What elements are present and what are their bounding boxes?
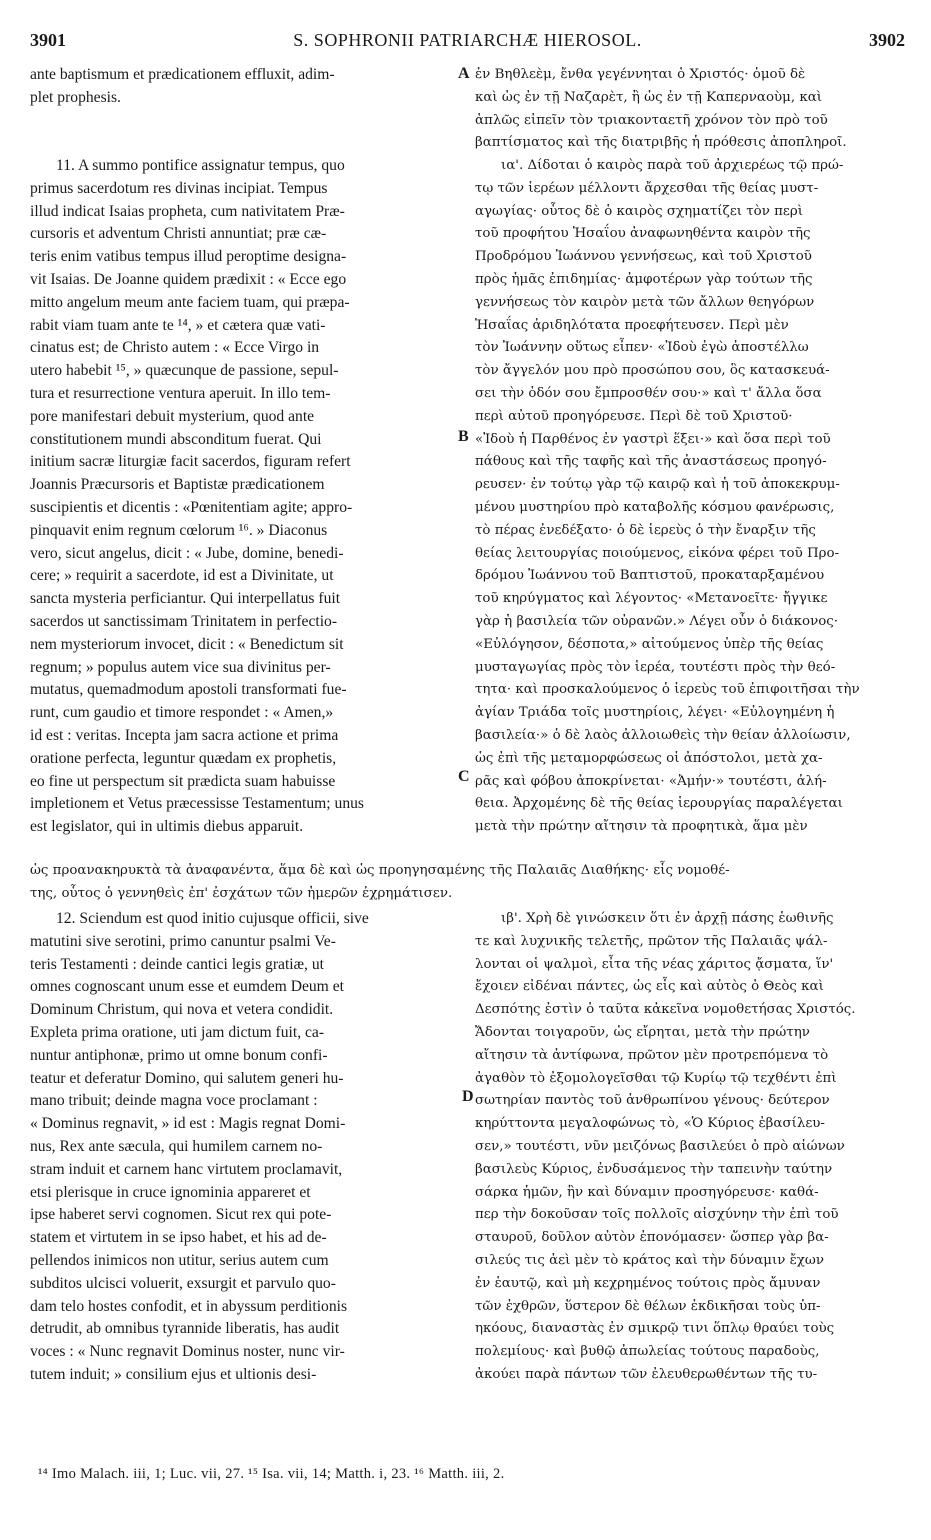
text-line: καὶ ὡς ἐν τῇ Ναζαρὲτ, ἢ ὡς ἐν τῇ Καπερναοὺμ, καὶ <box>475 89 823 105</box>
text-line: ρευσεν· ἐν τούτῳ γὰρ τῷ καιρῷ καὶ ἡ τοῦ ἀποκεκρυμ- <box>475 477 840 493</box>
text-line: ἐν Βηθλεὲμ, ἔνθα γεγέννηται ὁ Χριστός· ὁμοῦ δὲ <box>475 67 806 82</box>
text-line: θείας λειτουργίας ποιούμενος, εἰκόνα φέρει τοῦ Προ- <box>475 545 840 561</box>
text-line: impletionem et Vetus præcessisse Testamentum; unus <box>30 795 364 813</box>
text-line: ἔχοιεν εἰδέναι πάντες, ὡς εἷς καὶ αὐτὸς ὁ Θεὸς καὶ <box>475 979 824 995</box>
text-line: κηρύττοντα μεγαλοφώνως τὸ, «Ὁ Κύριος ἐβασίλευ- <box>475 1116 825 1132</box>
text-line: cinatus est; de Christo autem : « Ecce Virgo in <box>30 339 320 357</box>
text-line: Ἄδονται τοιγαροῦν, ὡς εἴρηται, μετὰ τὴν πρώτην <box>475 1024 810 1040</box>
text-line: της, οὗτος ὁ γεννηθεὶς ἐπ' ἐσχάτων τῶν ἡμερῶν ἐχρημάτισεν. <box>30 885 453 901</box>
text-line: τοῦ προφήτου Ἡσαΐου ἀναφωνηθέντα καιρὸν τῆς <box>475 226 811 242</box>
text-line: αἴτησιν τὰ ἀντίφωνα, πρῶτον μὲν προτρεπόμενα τὸ <box>475 1047 829 1063</box>
text-line: σταυροῦ, δοῦλον αὐτὸν ἐπονόμασεν· ὥσπερ γὰρ βα- <box>475 1230 829 1246</box>
text-line: ἐν ἑαυτῷ, καὶ μὴ κεχρημένος τούτοις πρὸς ἄμυναν <box>475 1275 821 1291</box>
text-line: constitutionem mundi absconditum fuerat. Qui <box>30 430 322 448</box>
text-line: ἀκούει παρὰ πάντων τῶν ἐλευθερωθέντων τῆς τυ- <box>475 1366 818 1382</box>
text-line: initium sacræ liturgiæ facit sacerdos, figuram refert <box>30 453 351 471</box>
text-line: voces : « Nunc regnavit Dominus noster, nunc vir- <box>30 1343 345 1361</box>
text-line: αγωγίας· οὗτος δὲ ὁ καιρὸς σχηματίζει τὸν περὶ <box>475 203 803 219</box>
text-line: Dominum Christum, qui nova et vetera condidit. <box>30 1001 334 1019</box>
text-line: τοῦ κηρύγματος καὶ λέγοντος· «Μετανοεῖτε· ἤγγικε <box>475 591 828 607</box>
text-line: rabit viam tuam ante te ¹⁴, » et cætera quæ vati- <box>30 316 326 334</box>
text-line: σεν,» τουτέστι, νῦν μειζόνως βασιλεύει ὁ πρὸ αἰώνων <box>475 1138 845 1154</box>
text-line: Expleta prima oratione, uti jam dictum fuit, ca- <box>30 1023 325 1041</box>
text-line: cere; » requirit a sacerdote, id est a Divinitate, ut <box>30 567 334 585</box>
text-line: ἁγίαν Τριάδα τοῖς μυστηρίοις, λέγει· «Εὐλογημένη ἡ <box>475 705 835 721</box>
text-line: τὸ πέρας ἐνεδέξατο· ὁ δὲ ἱερεὺς ὁ τὴν ἔναρξιν τῆς <box>475 522 816 538</box>
text-line: teatur et deferatur Domino, qui salutem generi hu- <box>30 1069 344 1087</box>
text-line: subditos ulcisci voluerit, exsurgit et parvulo quo- <box>30 1274 336 1292</box>
text-line: 11. A summo pontifice assignatur tempus, quo <box>56 157 345 174</box>
text-line: δρόμου Ἰωάννου τοῦ Βαπτιστοῦ, προκαταρξαμένου <box>475 568 825 584</box>
text-line: σωτηρίαν παντὸς τοῦ ἀνθρωπίνου γένους· δεύτερον <box>475 1093 830 1109</box>
greek-full-width-lines <box>30 860 905 906</box>
text-line: statem et virtutem in se ipso habet, et his ad de- <box>30 1229 327 1247</box>
text-line: matutini sive serotini, primo canuntur psalmi Ve- <box>30 932 336 950</box>
text-line: ante baptismum et prædicationem effluxit, adim- <box>30 66 335 83</box>
text-line: «Ἰδοὺ ἡ Παρθένος ἐν γαστρὶ ἕξει·» καὶ ὅσα περὶ τοῦ <box>475 431 831 447</box>
text-line: γεννήσεως τὸν καιρὸν μετὰ τῶν ἄλλων θεηγόρων <box>475 294 815 310</box>
text-line: nus, Rex ante sæcula, qui humilem carnem no- <box>30 1137 323 1155</box>
text-line: pinquavit enim regnum cœlorum ¹⁶. » Diaconus <box>30 521 328 539</box>
text-line: sancta mysteria perficiantur. Qui interpellatus fuit <box>30 590 341 608</box>
latin-section-11 <box>30 155 460 839</box>
running-title: S. SOPHRONII PATRIARCHÆ HIEROSOL. <box>293 30 642 50</box>
text-line: teris Testamenti : deinde cantici legis gratiæ, ut <box>30 955 324 973</box>
text-line: Προδρόμου Ἰωάννου γεννήσεως, καὶ τοῦ Χριστοῦ <box>475 249 812 265</box>
text-line: ἁπλῶς εἰπεῖν τὸν τριακονταετῆ χρόνον τὸν πρὸ τοῦ <box>475 112 828 128</box>
text-line: περ τὴν δοκοῦσαν τοῖς πολλοῖς αἰσχύνην τὴν ἐπὶ τοῦ <box>475 1207 839 1223</box>
latin-section-12 <box>30 908 460 1387</box>
greek-column-top <box>475 64 905 155</box>
greek-section-12 <box>475 908 905 1387</box>
text-line: « Dominus regnavit, » id est : Magis regnat Domi- <box>30 1115 346 1133</box>
text-line: μυσταγωγίας πρὸς τὸν ἱερέα, τουτέστι πρὸς τὴν θεό- <box>475 659 836 675</box>
text-line: τῶν ἐχθρῶν, ὕστερον δὲ θέλων ἐκδικῆσαι τοὺς ὑπ- <box>475 1298 821 1314</box>
text-line: cursoris et adventum Christi annuntiat; præ cæ- <box>30 225 327 243</box>
text-line: σιλεύς τις ἀεὶ μὲν τὸ κράτος καὶ τὴν δύναμιν ἔχων <box>475 1252 824 1268</box>
text-line: Joannis Præcursoris et Baptistæ prædicationem <box>30 476 325 494</box>
text-line: mitto angelum meum ante faciem tuam, qui præpa- <box>30 293 350 311</box>
text-line: ια'. Δίδοται ὁ καιρὸς παρὰ τοῦ ἀρχιερέως τῷ πρώ- <box>501 158 844 173</box>
text-line: etsi plerisque in cruce ignominia appareret et <box>30 1183 311 1201</box>
text-line: «Εὐλόγησον, δέσποτα,» αἰτούμενος ὑπὲρ τῆς θείας <box>475 636 824 652</box>
text-line: τῳ τῶν ἱερέων μέλλοντι ἄρχεσθαι τῆς θείας μυστ- <box>475 180 819 196</box>
text-line: τὸν Ἰωάννην οὕτως εἶπεν· «Ἰδοὺ ἐγὼ ἀποστέλλω <box>475 340 809 356</box>
text-line: utero habebit ¹⁵, » quæcunque de passione, sepul- <box>30 362 339 380</box>
text-line: id est : veritas. Incepta jam sacra actione et prima <box>30 726 339 744</box>
text-line: tutem induit; » consilium ejus et ultionis desi- <box>30 1365 317 1383</box>
text-line: vit Isaias. De Joanne quidem prædixit : « Ecce ego <box>30 270 347 288</box>
text-line: detrudit, ab omnibus tyrannide liberatis, has audit <box>30 1320 340 1338</box>
text-line: βασιλεία·» ὁ δὲ λαὸς ἀλλοιωθεὶς τὴν θείαν ἀλλοίωσιν, <box>475 727 851 743</box>
text-line: mano tribuit; deinde magna voce proclamant : <box>30 1092 318 1110</box>
text-line: primus sacerdotum res divinas incipiat. Tempus <box>30 179 328 197</box>
text-line: suscipientis et dicentis : «Pœnitentiam agite; appro- <box>30 498 353 516</box>
text-line: θεια. Ἀρχομένης δὲ τῆς θείας ἱερουργίας παραλέγεται <box>475 796 843 812</box>
text-line: γὰρ ἡ βασιλεία τῶν οὐρανῶν.» Λέγει οὖν ὁ διάκονος· <box>475 613 839 629</box>
text-line: πρὸς ἡμᾶς ἐπιδημίας· ἀμφοτέρων γὰρ τούτων τῆς <box>475 271 813 287</box>
text-line: βαπτίσματος καὶ τῆς διατριβῆς ἡ πρόθεσις ἀποπληροῖ. <box>475 135 847 151</box>
text-line: ρᾶς καὶ φόβου ἀποκρίνεται· «Ἀμήν·» τουτέστι, ἀλή- <box>475 773 827 789</box>
text-line: pore manifestari debuit mysterium, quod ante <box>30 407 315 425</box>
text-line: runt, cum gaudio et timore respondet : « Amen,» <box>30 704 334 722</box>
text-line: nuntur antiphonæ, primo ut omne bonum confi- <box>30 1046 328 1064</box>
margin-marker-b: B <box>458 428 469 445</box>
text-line: λονται οἱ ψαλμοὶ, εἶτα τῆς νέας χάριτος ᾄσματα, ἵν' <box>475 956 834 972</box>
text-line: σει τὴν ὁδόν σου ἔμπροσθέν σου·» καὶ τ' ἄλλα ὅσα <box>475 385 822 401</box>
text-line: ὡς προανακηρυκτὰ τὰ ἀναφανέντα, ἅμα δὲ καὶ ὡς προηγησαμένης τῆς Παλαιᾶς Διαθήκης· εἷς νομοθέ- <box>30 863 730 878</box>
text-line: περὶ αὐτοῦ προηγόρευσε. Περὶ δὲ τοῦ Χριστοῦ· <box>475 408 793 424</box>
text-line: βασιλεὺς Κύριος, ἐνδυσάμενος τὴν ταπεινὴν ταύτην <box>475 1161 833 1177</box>
page-number-left: 3901 <box>30 30 66 50</box>
text-line: eo fine ut perspectum sit prædicta suam habuisse <box>30 772 336 790</box>
text-line: oratione perfecta, leguntur quædam ex prophetis, <box>30 749 337 767</box>
margin-marker-a: A <box>458 65 470 82</box>
text-line: stram induit et carnem hanc virtutem proclamavit, <box>30 1160 343 1178</box>
text-line: τὸν ἄγγελόν μου πρὸ προσώπου σου, ὃς κατασκευά- <box>475 363 830 379</box>
page-number-right: 3902 <box>869 30 905 50</box>
text-line: sacerdos ut sanctissimam Trinitatem in perfectio- <box>30 612 338 630</box>
text-line: ἀγαθὸν τὸ ἐξομολογεῖσθαι τῷ Κυρίῳ τῷ τεχθέντι ἐπὶ <box>475 1070 837 1086</box>
text-line: tura et resurrectione ventura aperuit. In illo tem- <box>30 384 331 402</box>
text-line: teris enim vatibus tempus illud peroptime designa- <box>30 248 347 266</box>
margin-marker-c: C <box>458 768 470 785</box>
text-line: Ἡσαΐας ἀριδηλότατα προεφήτευσεν. Περὶ μὲν <box>475 317 789 333</box>
text-line: τητα· καὶ προσκαλούμενος ὁ ἱερεὺς τοῦ ἐπιφοιτῆσαι τὴν <box>475 682 860 698</box>
text-line: μετὰ τὴν πρώτην αἴτησιν τὰ προφητικὰ, ἅμα μὲν <box>475 819 808 835</box>
text-line: σάρκα ἡμῶν, ἣν καὶ δύναμιν προσηγόρευσε· καθά- <box>475 1184 819 1200</box>
text-line: ηκόους, διαναστὰς ἐν σμικρῷ τινι ὅπλῳ θραύει τοὺς <box>475 1321 835 1337</box>
text-line: regnum; » populus autem vice sua divinitus per- <box>30 658 331 676</box>
text-line: dam telo hostes confodit, et in abyssum perditionis <box>30 1297 348 1315</box>
text-line: τε καὶ λυχνικῆς τελετῆς, πρῶτον τῆς Παλαιᾶς ψάλ- <box>475 933 828 949</box>
text-line: mutatus, quemadmodum apostoli transformati fue- <box>30 681 347 699</box>
text-line: μένου μυστηρίου πρὸ καταβολῆς κόσμου φανέρωσις, <box>475 499 835 515</box>
text-line: plet prophesis. <box>30 88 121 106</box>
text-line: πάθους καὶ τῆς ταφῆς καὶ τῆς ἀναστάσεως προηγό- <box>475 454 827 470</box>
footnotes: ¹⁴ Imo Malach. iii, 1; Luc. vii, 27. ¹⁵ Isa. vii, 14; Matth. i, 23. ¹⁶ Matth. iii, 2. <box>38 1466 505 1482</box>
text-line: Δεσπότης ἐστὶν ὁ ταῦτα κἀκεῖνα νομοθετήσας Χριστός. <box>475 1002 856 1018</box>
text-line: omnes cognoscant unum esse et eumdem Deum et <box>30 978 344 996</box>
text-line: illud indicat Isaias propheta, cum nativitatem Præ- <box>30 202 345 220</box>
text-line: vero, sicut angelus, dicit : « Jube, domine, benedi- <box>30 544 344 562</box>
running-header <box>30 30 905 58</box>
margin-marker-d: D <box>462 1088 474 1105</box>
text-line: est legislator, qui in ultimis diebus apparuit. <box>30 818 304 836</box>
text-line: ιβ'. Χρὴ δὲ γινώσκειν ὅτι ἐν ἀρχῇ πάσης ἑωθινῆς <box>501 911 834 926</box>
latin-column-top <box>30 64 460 110</box>
text-line: 12. Sciendum est quod initio cujusque officii, sive <box>56 910 369 927</box>
text-line: pellendos inimicos non utitur, serius autem cum <box>30 1251 329 1269</box>
text-line: ὡς ἐπὶ τῆς μεταμορφώσεως οἱ ἀπόστολοι, μετὰ χα- <box>475 750 823 766</box>
text-line: πολεμίους· καὶ βυθῷ ἀπωλείας τούτους παραδοὺς, <box>475 1344 820 1360</box>
text-line: nem mysteriorum invocet, dicit : « Benedictum sit <box>30 635 344 653</box>
text-line: ipse haberet servi cognomen. Sicut rex qui pote- <box>30 1206 332 1224</box>
greek-section-11 <box>475 155 905 839</box>
